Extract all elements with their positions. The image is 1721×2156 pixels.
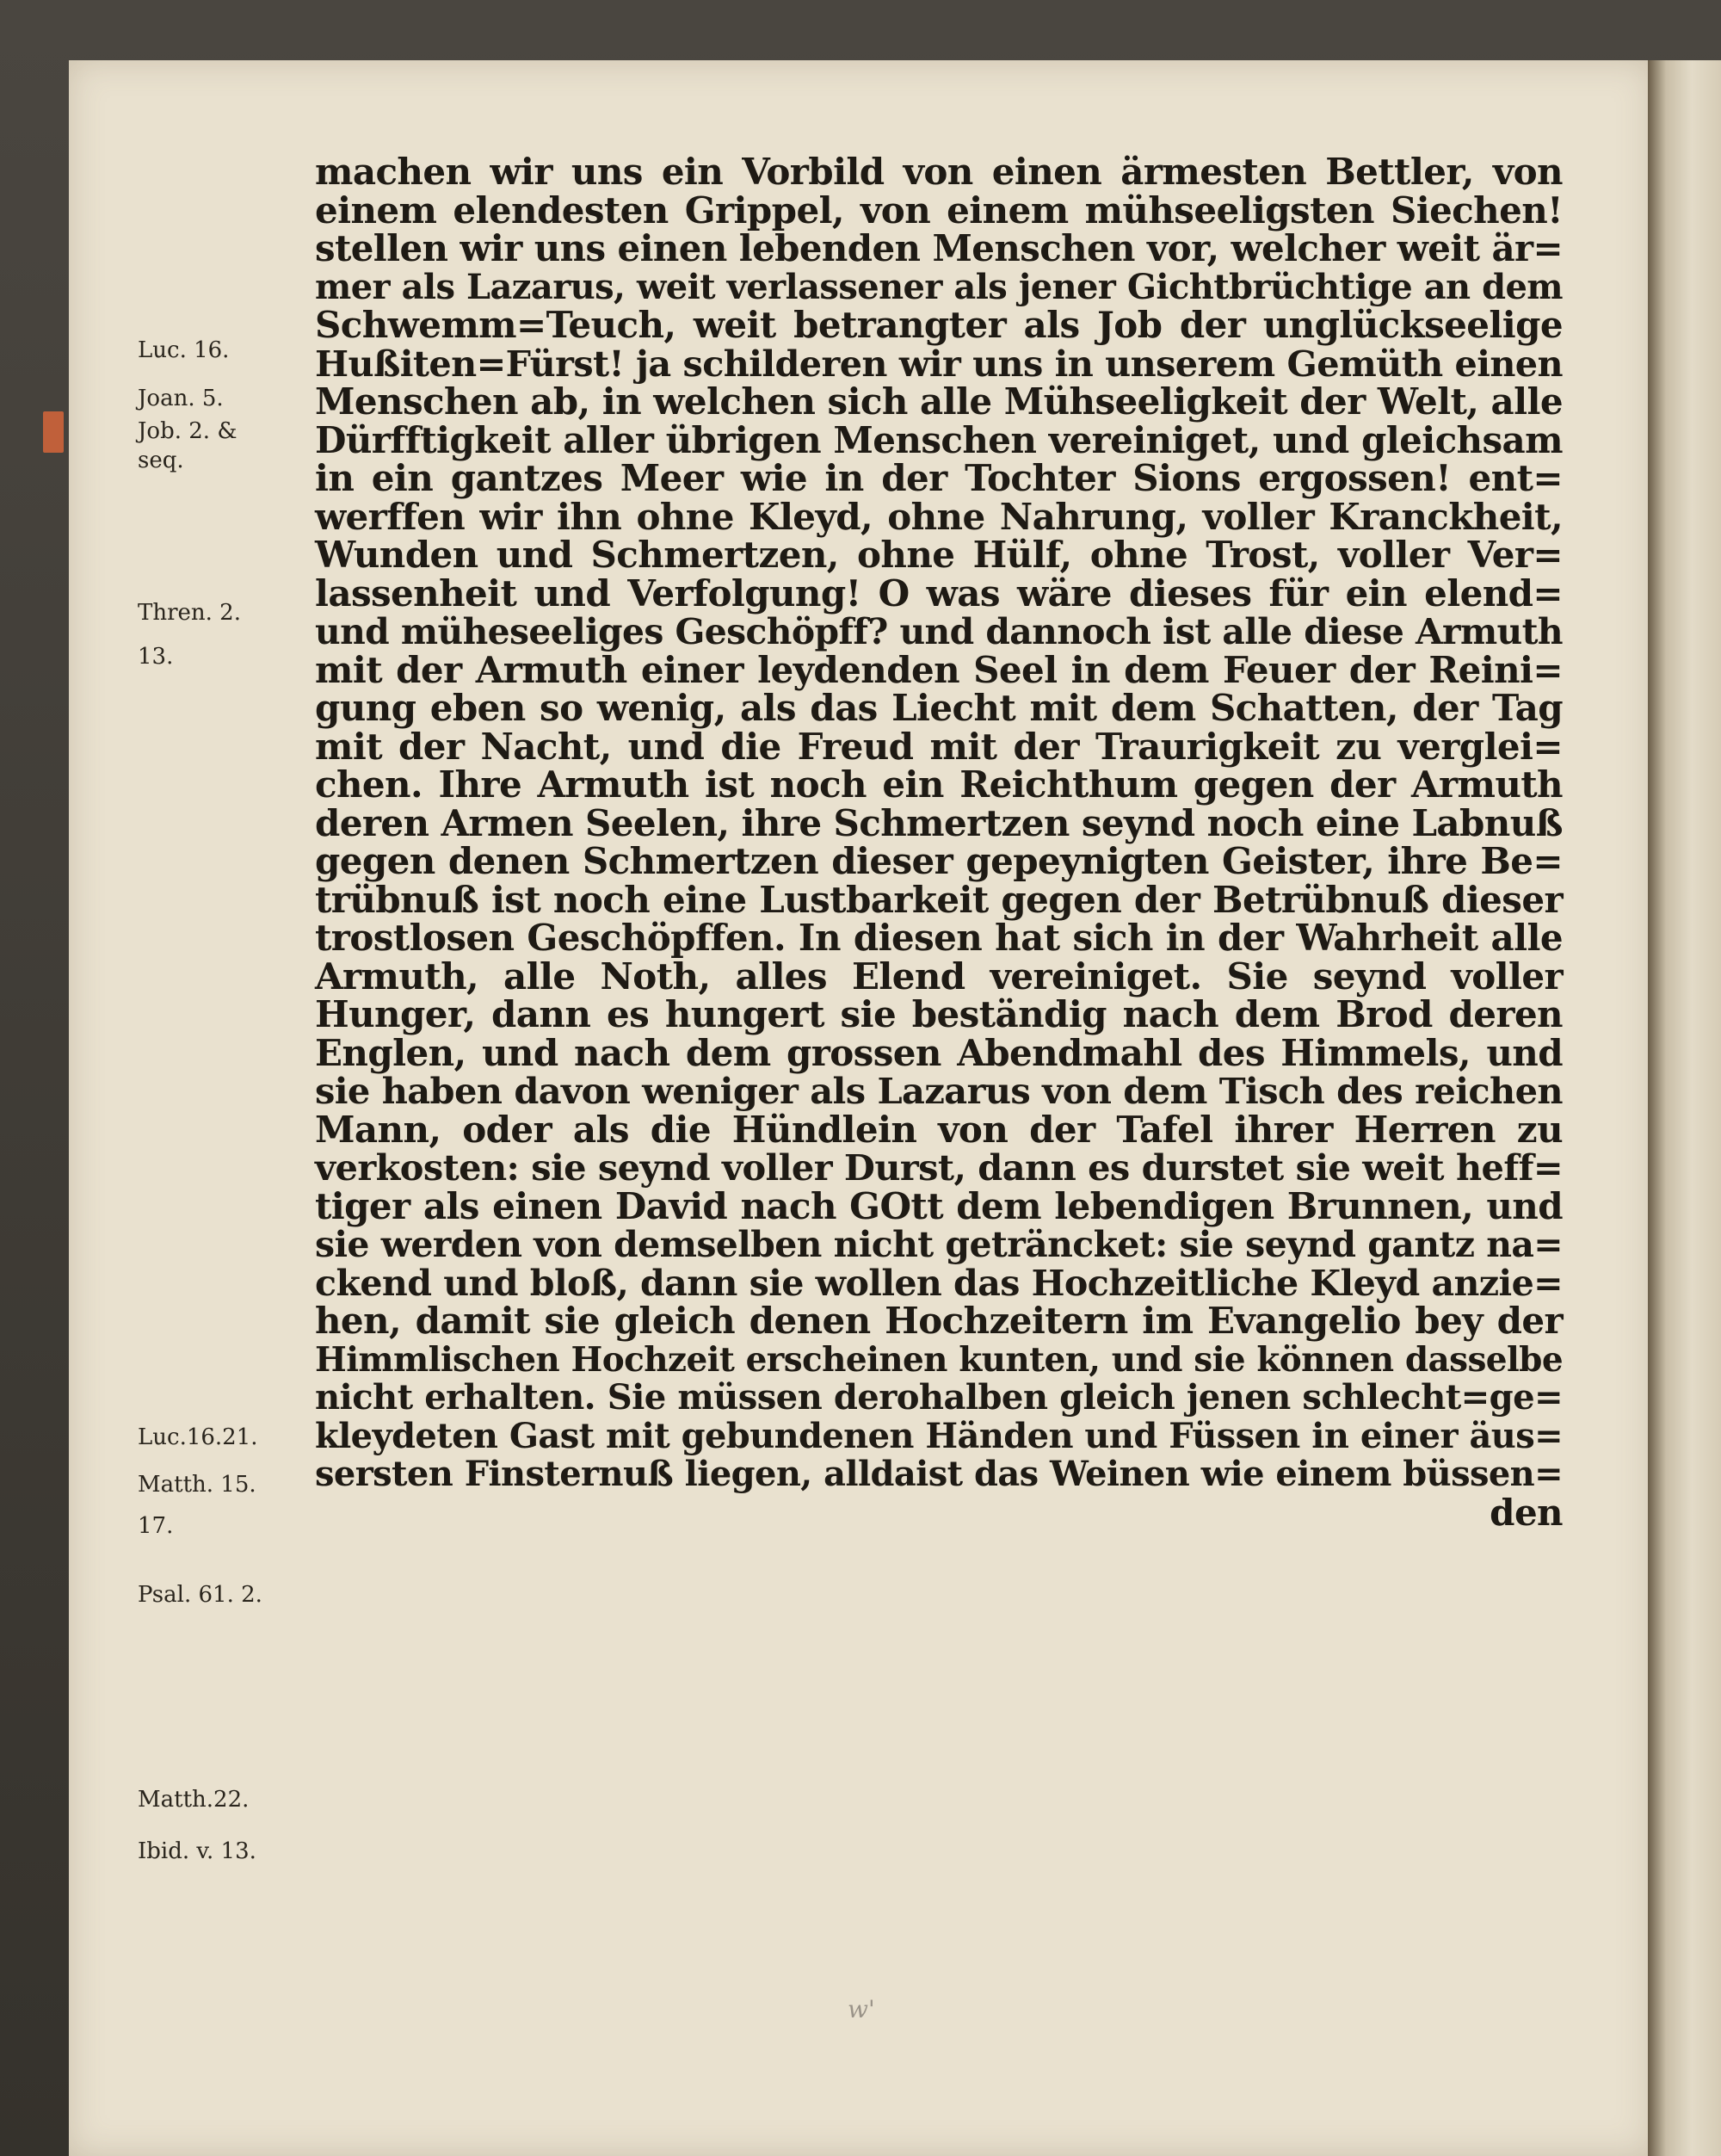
text-line: ckend und bloß, dann sie wollen das Hochzeitliche Kleyd anzie= [315,1261,1563,1304]
text-line: stellen wir uns einen lebenden Menschen vor, welcher weit är= [315,227,1563,269]
text-line: Mann, oder als die Hündlein von der Tafel ihrer Herren zu [315,1108,1563,1151]
text-line: hen, damit sie gleich denen Hochzeitern im Evangelio bey der [315,1300,1563,1342]
text-line: deren Armen Seelen, ihre Schmertzen seynd noch eine Labnuß [315,801,1563,844]
text-line: chen. Ihre Armuth ist noch ein Reichthum gegen der Armuth [315,763,1563,806]
margin-note: Matth. 15. [138,1472,256,1498]
pencil-annotation: w' [848,1995,875,2023]
text-line: in ein gantzes Meer wie in der Tochter Sions ergossen! ent= [315,457,1563,499]
text-line: sie haben davon weniger als Lazarus von dem Tisch des reichen [315,1070,1563,1112]
body-text [315,153,1563,1532]
text-line: Armuth, alle Noth, alles Elend vereiniget. Sie seynd voller [315,954,1563,998]
text-line: trübnuß ist noch eine Lustbarkeit gegen der Betrübnuß dieser [315,878,1563,921]
text-line: und müheseeliges Geschöpff? und dannoch ist alle diese Armuth [315,611,1563,652]
text-line: Englen, und nach dem grossen Abendmahl des Himmels, und [315,1031,1563,1074]
margin-note: seq. [138,448,184,473]
text-line: lassenheit und Verfolgung! O was wäre dieses für ein elend= [315,571,1563,615]
margin-note: Job. 2. & [138,418,237,444]
text-line: Schwemm=Teuch, weit betrangter als Job der unglückseelige [315,304,1563,346]
text-line: sie werden von demselben nicht geträncket: sie seynd gantz na= [315,1224,1563,1265]
text-line: gung eben so wenig, als das Liecht mit dem Schatten, der Tag [315,687,1563,729]
text-line: nicht erhalten. Sie müssen derohalben gleich jenen schlecht=ge= [315,1377,1563,1418]
text-line: machen wir uns ein Vorbild von einen ärmesten Bettler, von [315,151,1563,193]
text-line: verkosten: sie seynd voller Durst, dann es durstet sie weit heff= [315,1146,1563,1189]
text-line: gegen denen Schmertzen dieser gepeynigten Geister, ihre Be= [315,840,1563,882]
margin-note: 17. [138,1513,174,1539]
bookmark-tab [43,411,64,453]
text-line: mit der Armuth einer leydenden Seel in dem Feuer der Reini= [315,648,1563,691]
text-line: mit der Nacht, und die Freud mit der Traurigkeit zu verglei= [315,725,1563,768]
margin-note: Psal. 61. 2. [138,1582,262,1608]
margin-note: Ibid. v. 13. [138,1838,256,1864]
text-line: Wunden und Schmertzen, ohne Hülf, ohne Trost, voller Ver= [315,534,1563,576]
facing-page-edge [1648,60,1721,2156]
catchword: den [1490,1491,1563,1534]
text-line: sersten Finsternuß liegen, alldaist das Weinen wie einem büssen= [315,1454,1563,1494]
margin-note: Luc. 16. [138,337,230,363]
text-line: Hußiten=Fürst! ja schilderen wir uns in unserem Gemüth einen [315,342,1563,385]
text-line: Himmlischen Hochzeit erscheinen kunten, und sie können dasselbe [315,1339,1563,1380]
text-line: kleydeten Gast mit gebundenen Händen und Füssen in einer äus= [315,1415,1563,1456]
margin-note: Thren. 2. [138,600,241,626]
margin-note: Matth.22. [138,1787,250,1813]
text-line: einem elendesten Grippel, von einem mühseeligsten Siechen! [315,188,1563,232]
margin-note: Joan. 5. [138,386,224,411]
text-line: trostlosen Geschöpffen. In diesen hat sich in der Wahrheit alle [315,917,1563,959]
text-line: Dürfftigkeit aller übrigen Menschen vereiniget, und gleichsam [315,418,1563,461]
text-line: tiger als einen David nach GOtt dem lebendigen Brunnen, und [315,1184,1563,1227]
text-line: Menschen ab, in welchen sich alle Mühseeligkeit der Welt, alle [315,380,1563,423]
text-line: werffen wir ihn ohne Kleyd, ohne Nahrung, voller Kranckheit, [315,495,1563,538]
margin-note: Luc.16.21. [138,1424,258,1450]
text-line: mer als Lazarus, weit verlassener als jener Gichtbrüchtige an dem [315,266,1563,307]
margin-note: 13. [138,644,174,670]
text-line: Hunger, dann es hungert sie beständig nach dem Brod deren [315,993,1563,1035]
